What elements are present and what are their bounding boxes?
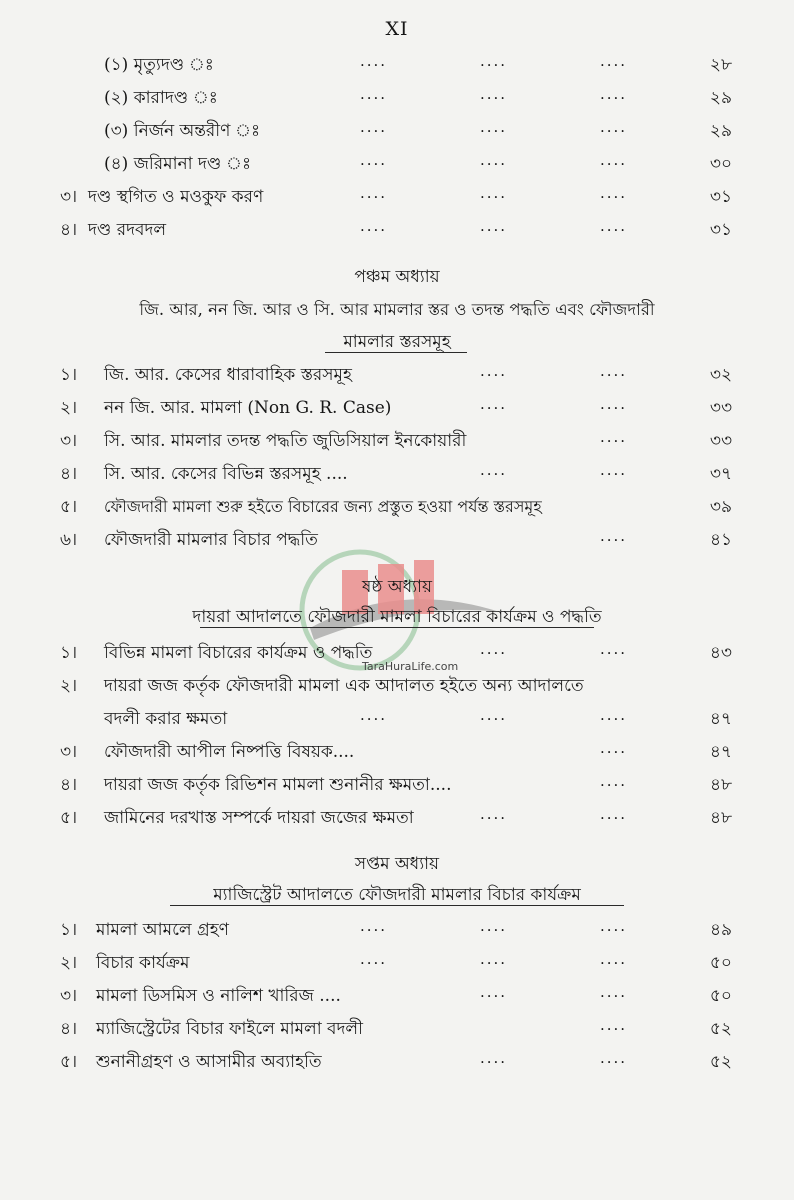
toc-leader: .... — [600, 527, 628, 545]
chapter-title: সপ্তম অধ্যায় — [354, 854, 440, 874]
toc-entry-number: ৫। — [60, 1052, 78, 1072]
toc-entry-number: ৫। — [60, 497, 78, 517]
toc-row — [0, 395, 794, 425]
toc-leader: .... — [600, 772, 628, 790]
toc-page-number: ৪৭ — [709, 742, 732, 762]
toc-entry-text: (২) কারাদণ্ড ঃ — [104, 88, 218, 108]
toc-leader: .... — [600, 217, 628, 235]
toc-entry-number: ৩। — [60, 986, 78, 1006]
toc-entry-text: (৪) জরিমানা দণ্ড ঃ — [104, 154, 252, 174]
chapter-subtitle: ম্যাজিস্ট্রেট আদালতে ফৌজদারী মামলার বিচার কার্যক্রম — [213, 885, 581, 905]
toc-leader: .... — [360, 217, 388, 235]
toc-leader: .... — [600, 640, 628, 658]
toc-row — [0, 950, 794, 980]
underline — [170, 905, 624, 906]
toc-page-number: ৫০ — [709, 986, 732, 1006]
toc-entry-number: ৪। — [60, 1019, 78, 1039]
toc-leader: .... — [480, 805, 508, 823]
toc-leader: .... — [600, 85, 628, 103]
chapter-subtitle: মামলার স্তরসমূহ — [343, 332, 451, 352]
toc-leader: .... — [600, 118, 628, 136]
toc-leader: .... — [600, 1049, 628, 1067]
toc-entry-number: ১। — [60, 643, 78, 663]
toc-entry-text: বিভিন্ন মামলা বিচারের কার্যক্রম ও পদ্ধতি — [104, 643, 373, 663]
toc-leader: .... — [480, 706, 508, 724]
toc-entry-text: (১) মৃত্যুদণ্ড ঃ — [104, 55, 214, 75]
toc-entry-text: বদলী করার ক্ষমতা — [104, 709, 228, 729]
toc-row — [0, 494, 794, 524]
toc-entry-number: ২। — [60, 953, 78, 973]
toc-entry-text: মামলা ডিসমিস ও নালিশ খারিজ .... — [96, 986, 341, 1006]
toc-leader: .... — [360, 950, 388, 968]
toc-row — [0, 52, 794, 82]
toc-row — [0, 983, 794, 1013]
toc-entry-text: দায়রা জজ কর্তৃক রিভিশন মামলা শুনানীর ক্ষমতা.... — [104, 775, 452, 795]
toc-leader: .... — [480, 52, 508, 70]
toc-page-number: ২৯ — [709, 88, 732, 108]
toc-leader: .... — [600, 395, 628, 413]
toc-leader: .... — [480, 85, 508, 103]
underline — [200, 627, 594, 628]
toc-row — [0, 640, 794, 670]
toc-leader: .... — [360, 52, 388, 70]
toc-page-number: ৫০ — [709, 953, 732, 973]
toc-leader: .... — [600, 706, 628, 724]
toc-entry-number: ২। — [60, 398, 78, 418]
toc-leader: .... — [480, 184, 508, 202]
toc-row — [0, 805, 794, 835]
toc-page-number: ৩১ — [709, 220, 732, 240]
toc-page-number: ৩২ — [709, 365, 732, 385]
toc-entry-text: ফৌজদারী মামলা শুরু হইতে বিচারের জন্য প্রস্তুত হওয়া পর্যন্ত স্তরসমূহ — [104, 497, 542, 516]
toc-leader: .... — [600, 52, 628, 70]
toc-entry-text: বিচার কার্যক্রম — [96, 953, 190, 973]
toc-entry-text: সি. আর. মামলার তদন্ত পদ্ধতি জুডিসিয়াল ইনকোয়ারী — [104, 431, 467, 451]
toc-leader: .... — [600, 917, 628, 935]
toc-row — [0, 673, 794, 703]
toc-leader: .... — [600, 461, 628, 479]
toc-entry-text: জি. আর. কেসের ধারাবাহিক স্তরসমূহ — [104, 365, 352, 385]
toc-row — [0, 706, 794, 736]
toc-entry-number: ৪। — [60, 220, 78, 240]
toc-page-number: ৪৭ — [709, 709, 732, 729]
page-number: XI — [385, 18, 409, 40]
toc-row — [0, 428, 794, 458]
toc-leader: .... — [360, 917, 388, 935]
toc-leader: .... — [360, 118, 388, 136]
watermark-text: TaraHuraLife.com — [362, 660, 459, 673]
toc-entry-text: ফৌজদারী মামলার বিচার পদ্ধতি — [104, 530, 318, 550]
toc-row — [0, 1016, 794, 1046]
toc-entry-text: ফৌজদারী আপীল নিষ্পত্তি বিষয়ক.... — [104, 742, 355, 762]
toc-leader: .... — [600, 184, 628, 202]
toc-leader: .... — [480, 395, 508, 413]
toc-leader: .... — [480, 917, 508, 935]
chapter-subtitle: জি. আর, নন জি. আর ও সি. আর মামলার স্তর ও তদন্ত পদ্ধতি এবং ফৌজদারী — [139, 300, 655, 319]
toc-leader: .... — [480, 151, 508, 169]
toc-row — [0, 917, 794, 947]
toc-leader: .... — [480, 118, 508, 136]
toc-page-number: ২৯ — [709, 121, 732, 141]
chapter-title: পঞ্চম অধ্যায় — [354, 267, 440, 287]
toc-leader: .... — [600, 983, 628, 1001]
toc-page-number: ২৮ — [709, 55, 732, 75]
toc-page-number: ৩৭ — [709, 464, 732, 484]
toc-page-number: ৪১ — [709, 530, 732, 550]
toc-page-number: ৪৩ — [709, 643, 732, 663]
toc-page-number: ৪৮ — [709, 775, 732, 795]
toc-leader: .... — [600, 950, 628, 968]
toc-leader: .... — [600, 805, 628, 823]
toc-page-number: ৪৮ — [709, 808, 732, 828]
toc-leader: .... — [480, 217, 508, 235]
toc-page-number: ৩০ — [709, 154, 732, 174]
toc-entry-text: দণ্ড স্থগিত ও মওকুফ করণ — [88, 187, 264, 207]
toc-leader: .... — [360, 85, 388, 103]
toc-leader: .... — [360, 184, 388, 202]
toc-leader: .... — [600, 428, 628, 446]
toc-entry-text: সি. আর. কেসের বিভিন্ন স্তরসমূহ .... — [104, 464, 348, 484]
toc-leader: .... — [480, 950, 508, 968]
toc-entry-number: ৩। — [60, 187, 78, 207]
toc-leader: .... — [600, 151, 628, 169]
toc-entry-number: ১। — [60, 920, 78, 940]
toc-entry-text: শুনানীগ্রহণ ও আসামীর অব্যাহতি — [96, 1052, 322, 1072]
toc-leader: .... — [480, 461, 508, 479]
toc-entry-number: ১। — [60, 365, 78, 385]
toc-page-number: ৪৯ — [709, 920, 732, 940]
toc-leader: .... — [360, 706, 388, 724]
toc-entry-number: ২। — [60, 676, 78, 696]
toc-row — [0, 739, 794, 769]
toc-row — [0, 461, 794, 491]
toc-row — [0, 118, 794, 148]
toc-row — [0, 362, 794, 392]
toc-leader: .... — [600, 739, 628, 757]
toc-entry-text: মামলা আমলে গ্রহণ — [96, 920, 229, 940]
toc-page-number: ৩৩ — [709, 398, 732, 418]
chapter-title: ষষ্ঠ অধ্যায় — [362, 577, 432, 597]
toc-leader: .... — [480, 1049, 508, 1067]
toc-entry-text: (৩) নির্জন অন্তরীণ ঃ — [104, 121, 261, 141]
toc-page-number: ৫২ — [709, 1052, 732, 1072]
toc-entry-text: নন জি. আর. মামলা (Non G. R. Case) — [104, 398, 392, 418]
toc-entry-text: জামিনের দরখাস্ত সম্পর্কে দায়রা জজের ক্ষমতা — [104, 808, 414, 828]
toc-leader: .... — [360, 151, 388, 169]
toc-entry-number: ৩। — [60, 431, 78, 451]
toc-leader: .... — [480, 983, 508, 1001]
toc-entry-number: ৪। — [60, 775, 78, 795]
toc-leader: .... — [480, 362, 508, 380]
toc-row — [0, 151, 794, 181]
toc-page-number: ৫২ — [709, 1019, 732, 1039]
toc-page-number: ৩১ — [709, 187, 732, 207]
toc-row — [0, 772, 794, 802]
toc-leader: .... — [600, 1016, 628, 1034]
toc-page-number: ৩৩ — [709, 431, 732, 451]
toc-page-number: ৩৯ — [709, 497, 732, 517]
toc-entry-text: ম্যাজিস্ট্রেটের বিচার ফাইলে মামলা বদলী — [96, 1019, 363, 1039]
toc-row — [0, 184, 794, 214]
chapter-subtitle: দায়রা আদালতে ফৌজদারী মামলা বিচারের কার্যক্রম ও পদ্ধতি — [192, 607, 602, 627]
toc-row — [0, 217, 794, 247]
toc-entry-number: ৬। — [60, 530, 78, 550]
toc-entry-number: ৩। — [60, 742, 78, 762]
toc-entry-text: দণ্ড রদবদল — [88, 220, 167, 240]
underline — [325, 352, 467, 353]
toc-row — [0, 1049, 794, 1079]
toc-row — [0, 85, 794, 115]
toc-entry-number: ৫। — [60, 808, 78, 828]
toc-entry-number: ৪। — [60, 464, 78, 484]
toc-leader: .... — [600, 362, 628, 380]
toc-leader: .... — [480, 640, 508, 658]
toc-entry-text: দায়রা জজ কর্তৃক ফৌজদারী মামলা এক আদালত হইতে অন্য আদালতে — [104, 676, 584, 696]
